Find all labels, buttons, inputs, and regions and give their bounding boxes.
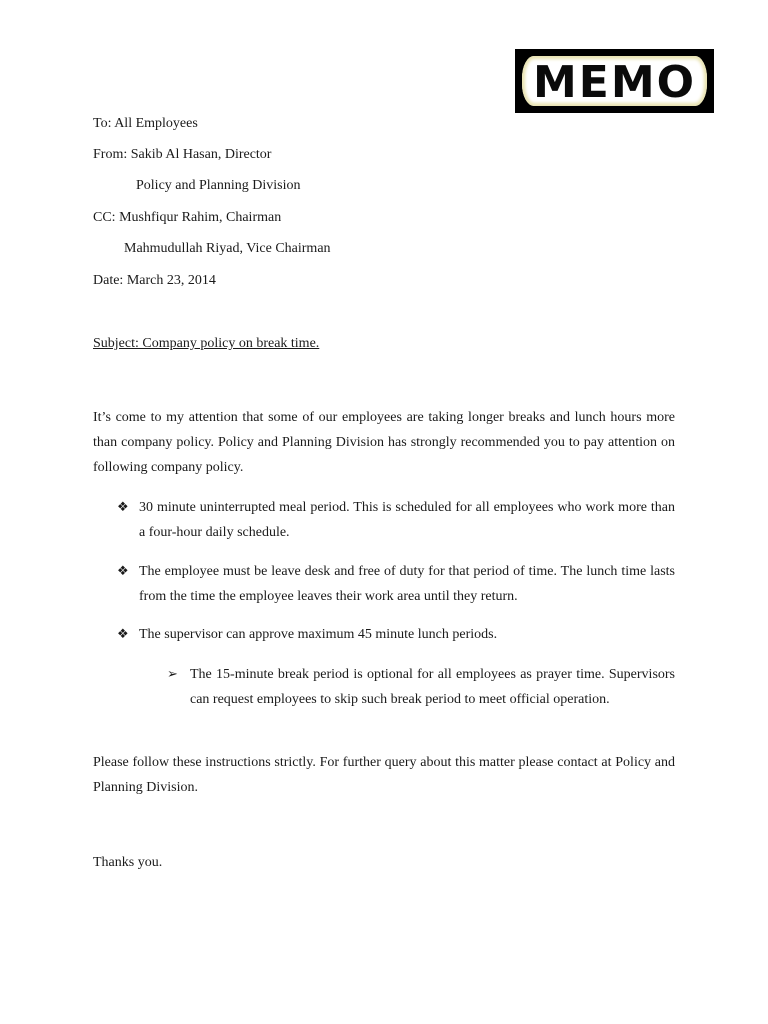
arrow-bullet-icon: ➢ <box>167 667 178 682</box>
closing-paragraph: Please follow these instructions strictly. For further query about this matter please contact at Policy and Planning Division. <box>93 755 675 795</box>
date-line: Date: March 23, 2014 <box>93 273 216 288</box>
bullet-icon: ❖ <box>117 627 129 642</box>
from-division-line: Policy and Planning Division <box>136 178 301 193</box>
intro-paragraph: It’s come to my attention that some of our employees are taking longer breaks and lunch hours more than company policy. Policy and Planning Division has strongly recommended you to pay attention on following company policy. <box>93 410 675 475</box>
cc-second-line: Mahmudullah Riyad, Vice Chairman <box>124 241 331 256</box>
to-line: To: All Employees <box>93 116 198 131</box>
bullet-icon: ❖ <box>117 564 129 579</box>
memo-logo <box>515 49 714 113</box>
bullet-icon: ❖ <box>117 500 129 515</box>
memo-logo-text: MEMO <box>532 57 697 108</box>
bullet-item: The supervisor can approve maximum 45 minute lunch periods. <box>139 627 498 642</box>
cc-line: CC: Mushfiqur Rahim, Chairman <box>93 210 282 225</box>
bullet-item: The employee must be leave desk and free of duty for that period of time. The lunch time lasts from the time the employee leaves their work area until they return. <box>139 564 675 604</box>
sub-bullet-item: The 15-minute break period is optional for all employees as prayer time. Supervisors can request employees to skip such break period to meet official operation. <box>190 667 675 707</box>
signoff: Thanks you. <box>93 855 163 870</box>
bullet-item: 30 minute uninterrupted meal period. This is scheduled for all employees who work more than a four-hour daily schedule. <box>139 500 675 540</box>
from-line: From: Sakib Al Hasan, Director <box>93 147 272 162</box>
subject-line: Subject: Company policy on break time. <box>93 336 320 351</box>
